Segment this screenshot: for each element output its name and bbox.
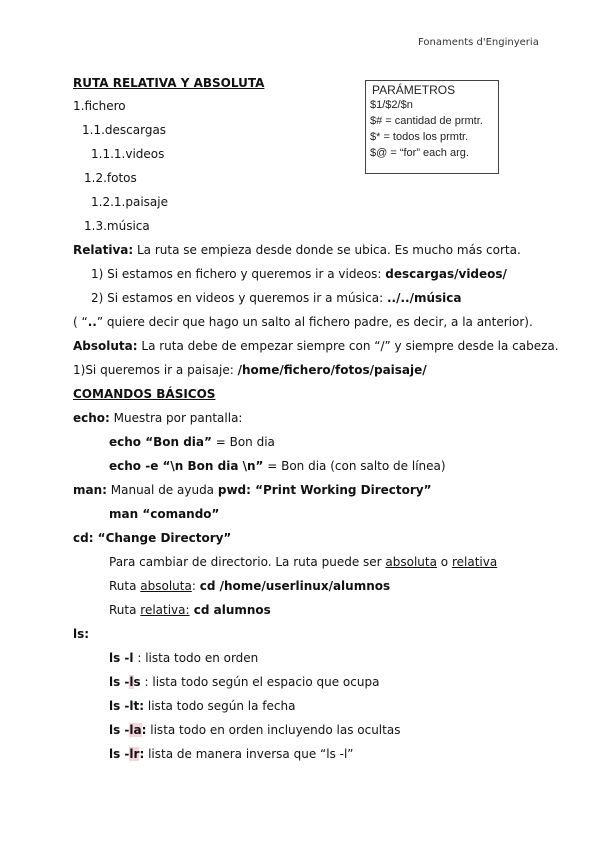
page-header: Fonaments d'Enginyeria (418, 37, 539, 48)
echo-desc: Muestra por pantalla: (109, 411, 243, 425)
relativa-text: La ruta se empieza desde donde se ubica. Es mucho más corta. (133, 243, 521, 257)
absoluta-definition (73, 339, 559, 353)
command: cd alumnos (189, 603, 271, 617)
ruta-kind: absoluta (140, 579, 192, 593)
command: ls -l (109, 651, 134, 665)
parameters-line: $# = cantidad de prmtr. (370, 115, 483, 127)
command: s (133, 675, 141, 689)
command: : (139, 747, 145, 761)
ruta-text: Ruta (109, 603, 141, 617)
section-title-rutas: RUTA RELATIVA Y ABSOLUTA (73, 76, 265, 90)
ls-option-row (109, 699, 295, 713)
tree-item: 1.3.música (84, 219, 150, 233)
command: ls - (109, 747, 130, 761)
man-pwd-definition (73, 483, 432, 497)
command: ls - (109, 675, 130, 689)
example-text: 2) Si estamos en videos y queremos ir a música: (91, 291, 387, 305)
tree-item: 1.fichero (73, 99, 126, 113)
dotdot-note (73, 315, 533, 329)
cd-label: cd: “Change Directory” (73, 531, 232, 545)
ls-definition (73, 627, 89, 641)
example-path: descargas/videos/ (385, 267, 507, 281)
command: cd /home/userlinux/alumnos (199, 579, 391, 593)
cd-desc-relativa: relativa (451, 555, 498, 569)
cd-desc-text: o (436, 555, 452, 569)
ls-desc: lista todo según la fecha (144, 699, 296, 713)
ls-desc: : lista todo según el espacio que ocupa (140, 675, 380, 689)
ls-desc: : lista todo en orden (133, 651, 259, 665)
relativa-label: Relativa: (73, 243, 134, 257)
tree-item: 1.1.1.videos (91, 147, 165, 161)
ls-desc: lista todo en orden incluyendo las ocultas (146, 723, 401, 737)
echo-definition (73, 411, 242, 425)
section-title-comandos: COMANDOS BÁSICOS (73, 387, 216, 401)
command: echo “Bon dia” (109, 435, 212, 449)
example-path: /home/fichero/fotos/paisaje/ (237, 363, 427, 377)
cd-absolute-example (109, 579, 390, 593)
ruta-text: Ruta (109, 579, 141, 593)
ls-option-row (109, 651, 258, 665)
absoluta-label: Absoluta: (73, 339, 138, 353)
command-result: = Bon dia (con salto de línea) (263, 459, 446, 473)
man-desc: Manual de ayuda (106, 483, 218, 497)
cd-definition (73, 531, 231, 545)
man-label: man: (73, 483, 107, 497)
ruta-text: : (191, 579, 200, 593)
cd-description (109, 555, 497, 569)
echo-example-1 (109, 435, 275, 449)
man-example (109, 507, 219, 521)
example-path: ../../música (386, 291, 462, 305)
echo-label: echo: (73, 411, 110, 425)
tree-item: 1.1.descargas (82, 123, 167, 137)
relativa-example-2 (91, 291, 461, 305)
note-text: ( “ (73, 315, 88, 329)
tree-item: 1.2.1.paisaje (91, 195, 168, 209)
command-highlight: la (129, 723, 142, 737)
cd-relative-example (109, 603, 271, 617)
command: : (141, 723, 147, 737)
parameters-line: $1/$2/$n (370, 99, 413, 111)
command: ls - (109, 723, 130, 737)
ls-desc: lista de manera inversa que “ls -l” (144, 747, 354, 761)
relativa-example-1 (91, 267, 507, 281)
command-highlight: lr (129, 747, 140, 761)
ls-option-row (109, 675, 379, 689)
command-result: = Bon dia (211, 435, 275, 449)
parameters-box (365, 80, 499, 174)
echo-example-2 (109, 459, 446, 473)
absoluta-text: La ruta debe de empezar siempre con “/” y siempre desde la cabeza. (137, 339, 559, 353)
parameters-line: $@ = “for” each arg. (370, 147, 469, 159)
cd-desc-absoluta: absoluta (385, 555, 437, 569)
relativa-definition (73, 243, 521, 257)
command: lt: (129, 699, 145, 713)
cd-desc-text: Para cambiar de directorio. La ruta puede ser (109, 555, 386, 569)
note-text: ” quiere decir que hago un salto al fichero padre, es decir, a la anterior). (96, 315, 533, 329)
ls-option-row (109, 747, 354, 761)
absoluta-example (73, 363, 427, 377)
example-text: 1)Si queremos ir a paisaje: (73, 363, 238, 377)
ls-option-row (109, 723, 400, 737)
command-highlight: l (129, 675, 134, 689)
parameters-title: PARÁMETROS (372, 83, 456, 97)
tree-item: 1.2.fotos (84, 171, 137, 185)
parameters-line: $* = todos los prmtr. (370, 131, 469, 143)
ls-label: ls: (73, 627, 90, 641)
command: echo -e “\n Bon dia \n” (109, 459, 264, 473)
note-dots: .. (87, 315, 97, 329)
ruta-kind: relativa: (140, 603, 190, 617)
command: man “comando” (109, 507, 220, 521)
example-text: 1) Si estamos en fichero y queremos ir a videos: (91, 267, 386, 281)
command: ls - (109, 699, 130, 713)
pwd-label: pwd: “Print Working Directory” (217, 483, 432, 497)
